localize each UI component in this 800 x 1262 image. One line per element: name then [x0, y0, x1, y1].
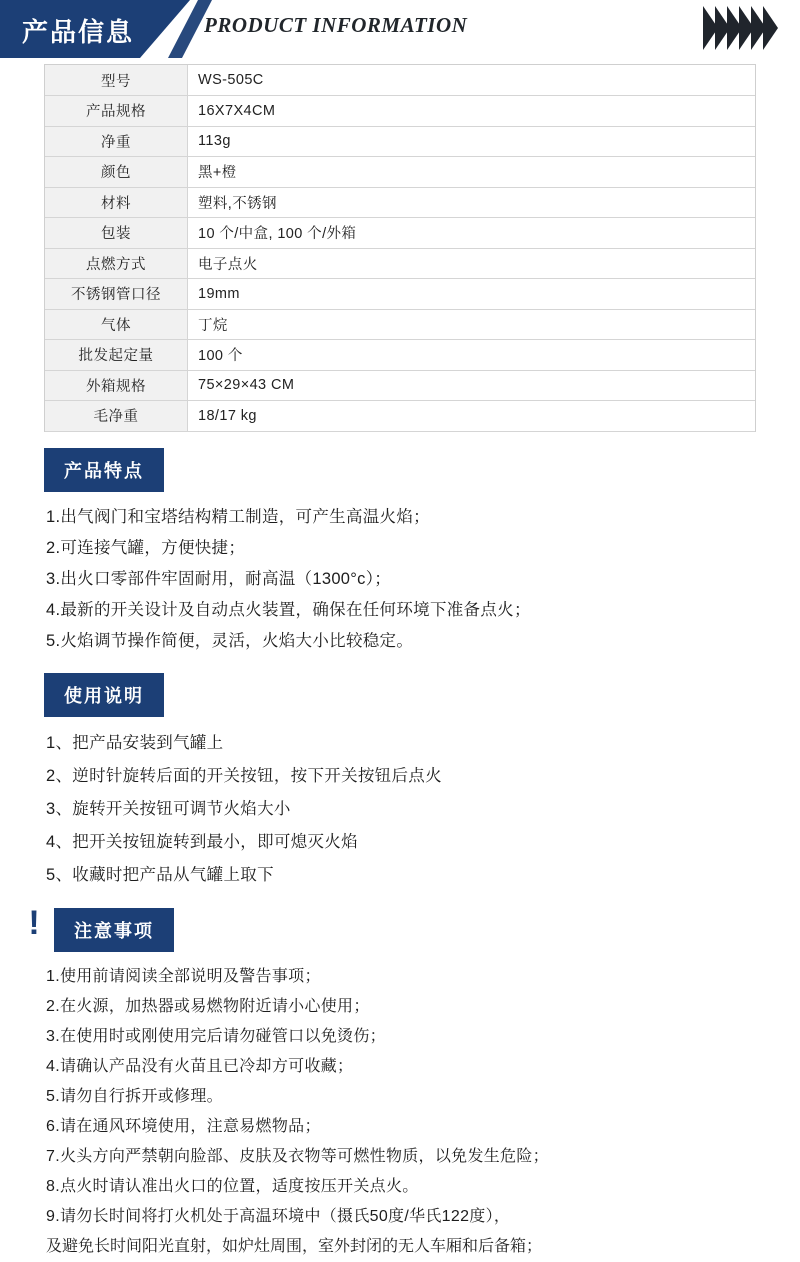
table-row	[45, 126, 755, 157]
list-item: 6.请在通风环境使用，注意易燃物品；	[46, 1117, 321, 1135]
spec-value: 黑+橙	[188, 157, 756, 188]
spec-label: 不锈钢管口径	[45, 279, 188, 310]
spec-value: 16X7X4CM	[188, 96, 756, 127]
list-item: 4、把开关按钮旋转到最小，即可熄灭火焰	[46, 832, 358, 851]
list-item: 3.在使用时或刚使用完后请勿碰管口以免烫伤；	[46, 1027, 386, 1045]
table-row	[45, 65, 755, 96]
table-row	[45, 96, 755, 127]
spec-value: 塑料,不锈钢	[188, 187, 756, 218]
chevron-right-icon	[763, 6, 778, 50]
spec-label: 颜色	[45, 157, 188, 188]
list-item: 9.请勿长时间将打火机处于高温环境中（摄氏50度/华氏122度），	[46, 1207, 511, 1225]
table-row	[45, 401, 755, 432]
table-row	[45, 279, 755, 310]
list-item: 2.在火源，加热器或易燃物附近请小心使用；	[46, 997, 370, 1015]
list-item: 3、旋转开关按钮可调节火焰大小	[46, 799, 291, 818]
list-item: 5.火焰调节操作简便，灵活，火焰大小比较稳定。	[46, 631, 414, 650]
page-title-english: PRODUCT INFORMATION	[204, 13, 468, 37]
section-heading-notice: 注意事项	[54, 908, 174, 952]
usage-list	[0, 727, 800, 892]
spec-label: 型号	[45, 65, 188, 96]
section-heading-features: 产品特点	[44, 448, 164, 492]
spec-value: 75×29×43 CM	[188, 370, 756, 401]
page-header	[0, 0, 800, 58]
spec-label: 外箱规格	[45, 370, 188, 401]
list-item: 4.最新的开关设计及自动点火装置，确保在任何环境下准备点火；	[46, 600, 531, 619]
spec-label: 材料	[45, 187, 188, 218]
spec-label: 包装	[45, 218, 188, 249]
table-row	[45, 218, 755, 249]
list-item: 5、收藏时把产品从气罐上取下	[46, 865, 274, 884]
spec-label: 批发起定量	[45, 340, 188, 371]
list-item: 1.使用前请阅读全部说明及警告事项；	[46, 967, 321, 985]
spec-value: 电子点火	[188, 248, 756, 279]
list-item: 7.火头方向严禁朝向脸部、皮肤及衣物等可燃性物质，以免发生危险；	[46, 1147, 549, 1165]
notice-continuation-line: 及避免长时间阳光直射，如炉灶周围，室外封闭的无人车厢和后备箱；	[46, 1237, 543, 1255]
table-row	[45, 187, 755, 218]
table-row	[45, 340, 755, 371]
exclamation-mark-icon: !	[28, 903, 40, 942]
spec-value: WS-505C	[188, 65, 756, 96]
table-row	[45, 248, 755, 279]
spec-label: 点燃方式	[45, 248, 188, 279]
list-item: 1.出气阀门和宝塔结构精工制造，可产生高温火焰；	[46, 507, 430, 526]
spec-value: 18/17 kg	[188, 401, 756, 432]
list-item: 8.点火时请认准出火口的位置，适度按压开关点火。	[46, 1177, 419, 1195]
spec-value: 113g	[188, 126, 756, 157]
list-item: 4.请确认产品没有火苗且已冷却方可收藏；	[46, 1057, 354, 1075]
spec-value: 100 个	[188, 340, 756, 371]
spec-value: 19mm	[188, 279, 756, 310]
specification-table	[44, 64, 756, 432]
list-item: 5.请勿自行拆开或修理。	[46, 1087, 223, 1105]
features-list	[0, 502, 800, 657]
table-row	[45, 157, 755, 188]
spec-value: 10 个/中盒, 100 个/外箱	[188, 218, 756, 249]
notice-list	[0, 962, 800, 1232]
spec-label: 产品规格	[45, 96, 188, 127]
section-heading-usage: 使用说明	[44, 673, 164, 717]
table-row	[45, 309, 755, 340]
list-item: 3.出火口零部件牢固耐用，耐高温（1300°c）；	[46, 569, 392, 588]
list-item: 2.可连接气罐，方便快捷；	[46, 538, 246, 557]
list-item: 2、逆时针旋转后面的开关按钮，按下开关按钮后点火	[46, 766, 442, 785]
spec-label: 气体	[45, 309, 188, 340]
spec-label: 净重	[45, 126, 188, 157]
page-title: 产品信息	[22, 17, 135, 47]
spec-label: 毛净重	[45, 401, 188, 432]
chevron-group-icon	[707, 6, 778, 50]
table-row	[45, 370, 755, 401]
list-item: 1、把产品安装到气罐上	[46, 733, 224, 752]
notice-heading-row	[0, 892, 800, 958]
spec-value: 丁烷	[188, 309, 756, 340]
